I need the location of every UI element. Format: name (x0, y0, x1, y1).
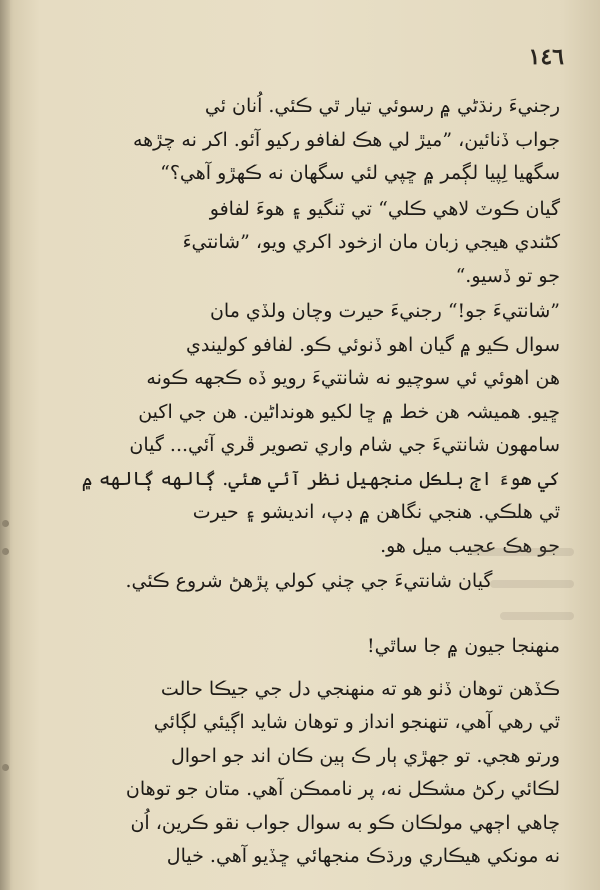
paragraph: ”شانتيءَ جو!“ رجنيءَ حيرت وچان ولڏي مان سوال ڪيو ۾ گيان اهو ڏنوئي ڪو. لفافو کوليندي هن اهوئي ئي سوچيو نه شانتيءَ رويو ڏه ڪجهه ڪونه ڇيو. هميشہ هن خط ۾ ڇا لکيو هونداڻين. هن جي اکين سامهون شانتيءَ جي شام واري تصوير ڦري آئي... گيان کي هوءَ اڄ بلڪل منجهيل نظر آئي هئي. ڳالهه ڳالهه ۾ ٿي هلڪي. هنجي نگاهن ۾ ڊپ، انديشو ۽ حيرت جو هڪ عجيب ميل هو. (81, 300, 560, 557)
binding-hole (2, 764, 9, 771)
show-through-mark (500, 612, 574, 620)
show-through-mark (470, 548, 574, 556)
letter-paragraph: ڪڏهن توهان ڏٺو هو ته منهنجي دل جي جيڪا حالت ٿي رهي آهي، تنهنجو انداز و توهان شايد اڳيئي لڳائي ورتو هجي. تو جهڙي ٻار ڪ ٻين ڪان اند جو احوال لڪائي رکڻ مشڪل نه، پر ناممڪن آهي. متان جو توهان چاهي اڄهي مولڪان ڪو به سوال جواب نقو ڪرين، اُن نه مونکي هيڪاري ورڌڪ منجهائي ڇڏيو آهي. خيال (125, 677, 560, 867)
page-number: ١٤٦ (528, 44, 564, 70)
binding-hole (2, 520, 9, 527)
binding-hole (2, 548, 9, 555)
page-spine (0, 0, 10, 890)
paragraph: رجنيءَ رنڌڻي ۾ رسوئي تيار ٿي ڪئي. اُنان ئي جواب ڏنائين، ”ميڙ لي هڪ لفافو رکيو آئو. اکر نه چڙهه سگهيا لِپيا لڳمر ۾ ڇپي لئي سگهان نه ڪهڙو آهي؟“ (132, 95, 560, 184)
paragraph: گيان شانتيءَ جي چٺي کولي پڙهڻ شروع ڪئي. (125, 570, 493, 592)
paragraph: گيان ڪوٽ لاهي ڪلي“ تي ٽنگيو ۽ هوءَ لفافو کڻندي هيجي زبان مان ازخود اکري ويو، ”شانتيءَ جو تو ڏسيو.“ (182, 197, 560, 287)
show-through-mark (490, 580, 574, 588)
letter-salutation: منهنجا جيون ۾ جا ساٿي! (367, 634, 560, 657)
page-body (58, 90, 560, 876)
